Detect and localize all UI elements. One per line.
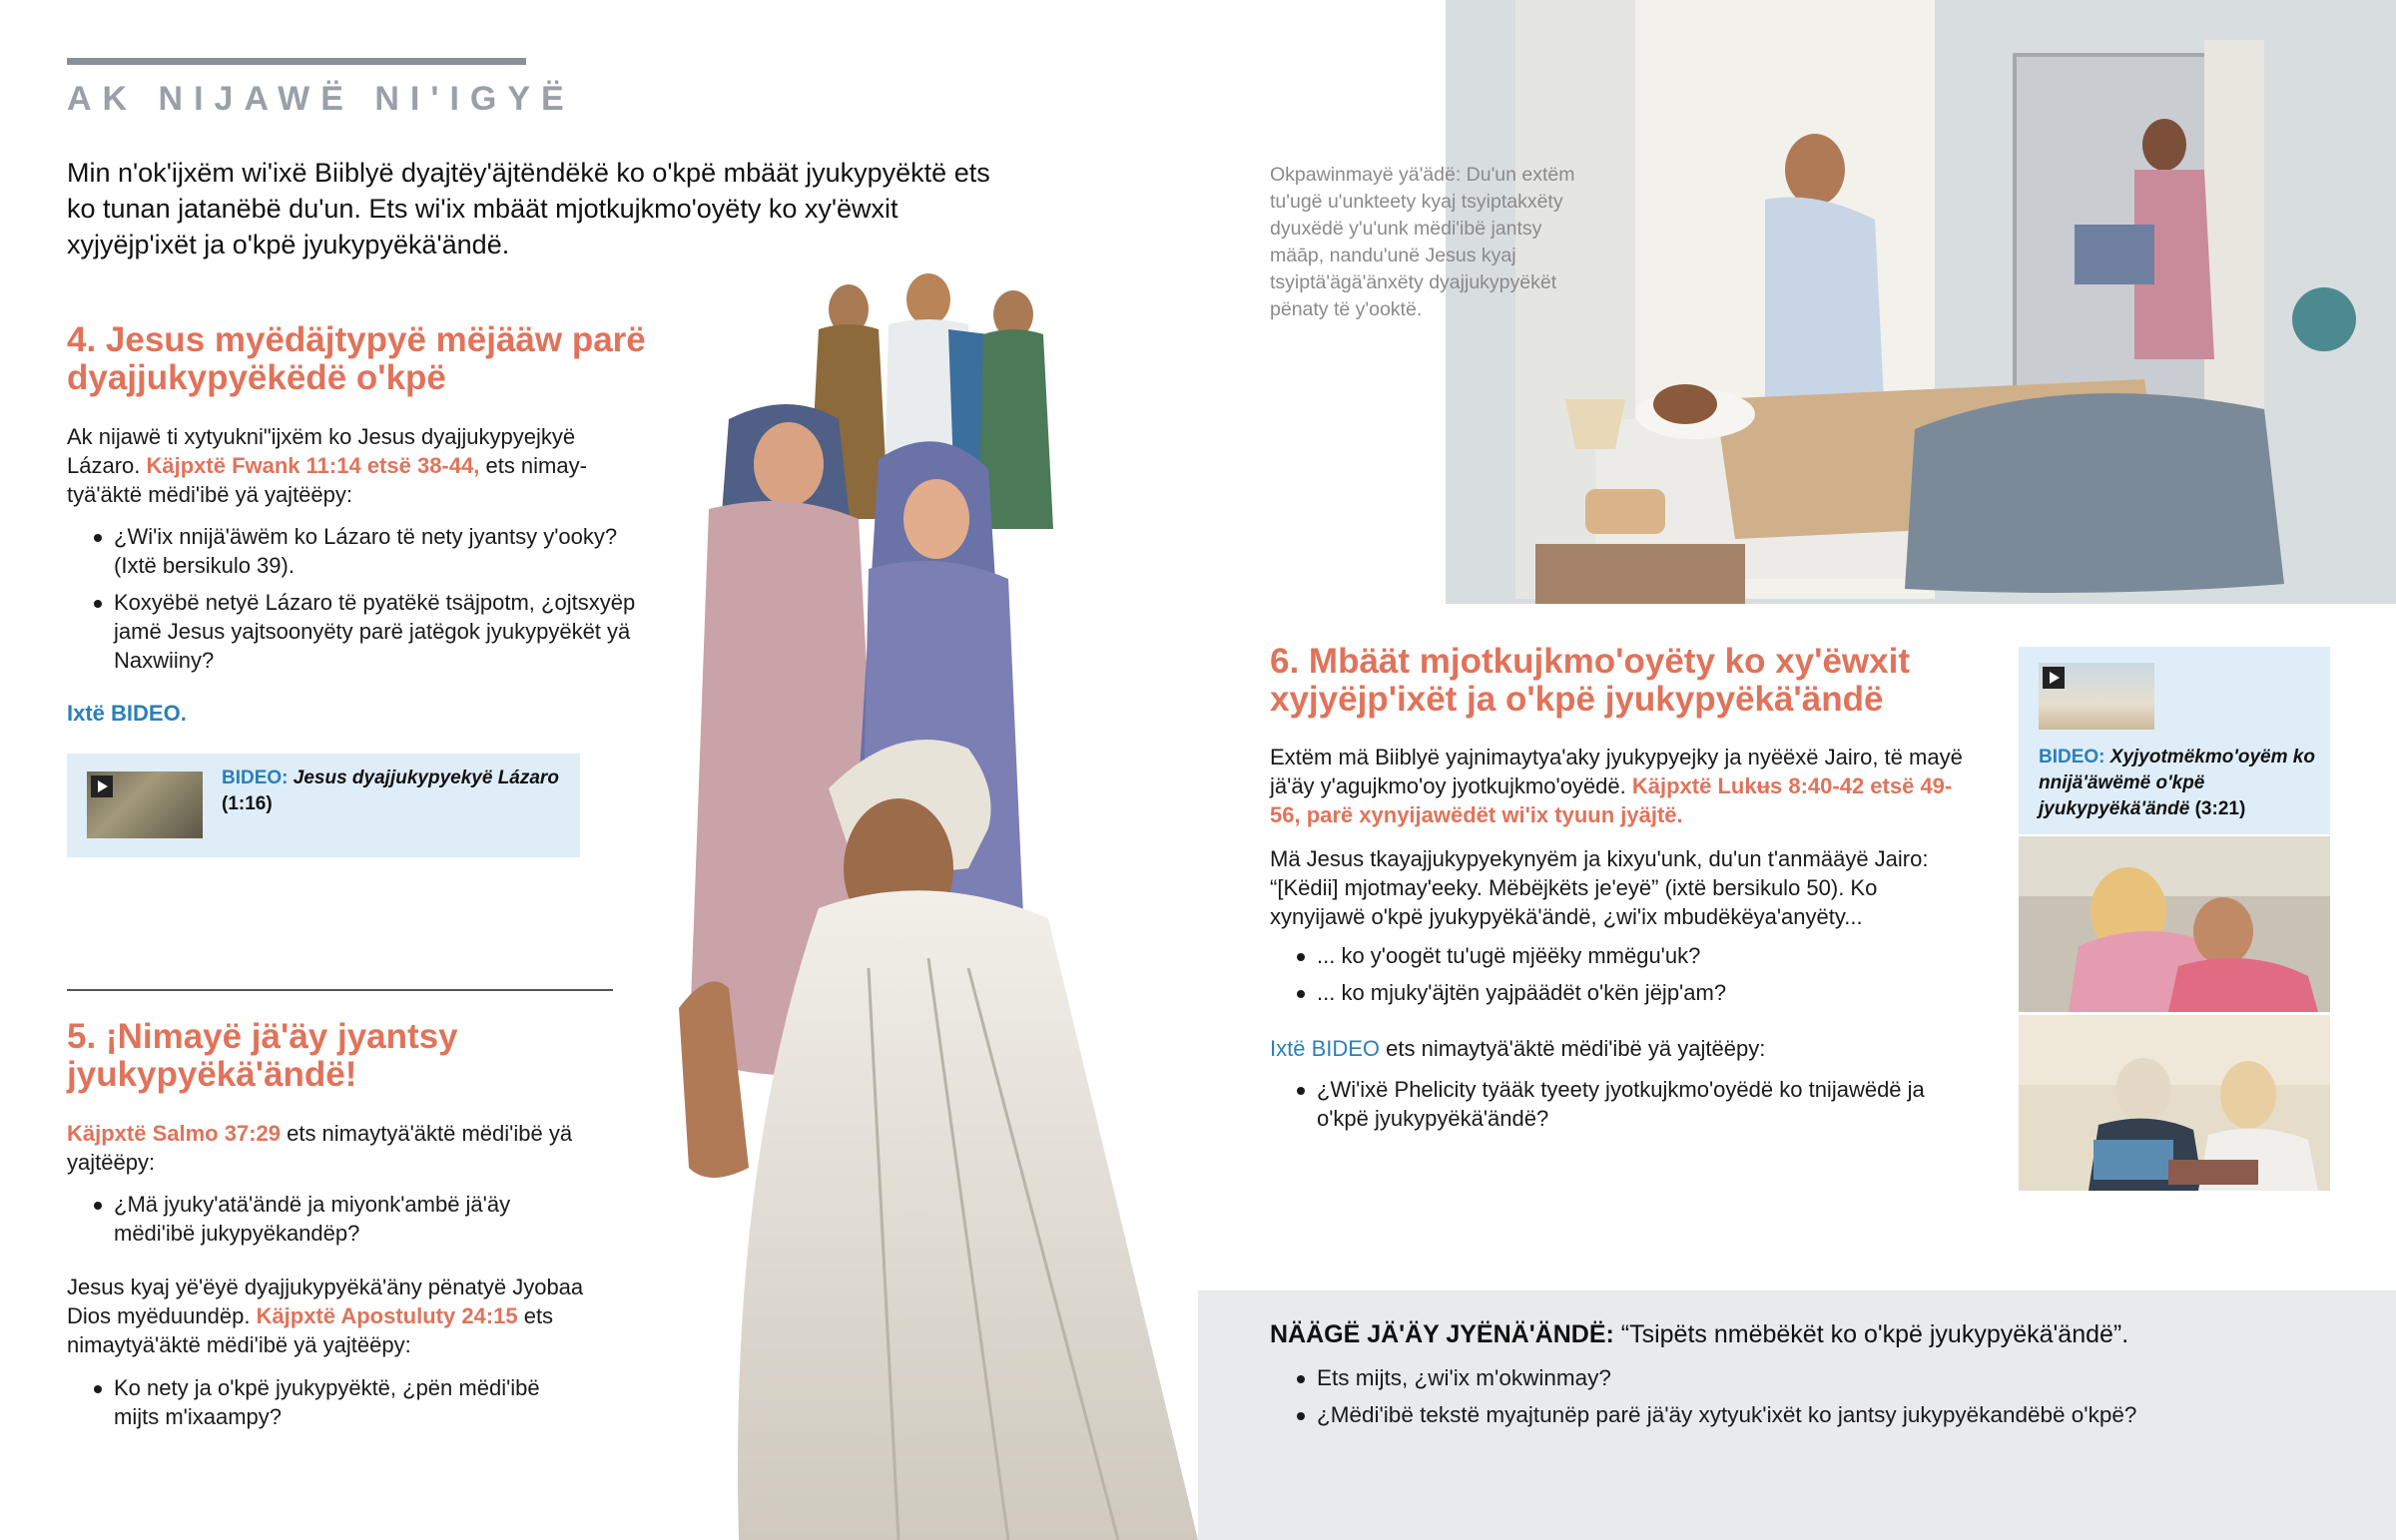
scripture-reference-link[interactable]: Käjpxtë Lukʉs 8:40-42 etsë 49-56, parë xynyijawëdët wi'ix tyuun jyäjtë.	[1270, 773, 1953, 827]
section-6-body-1-text: Extëm mä Biiblyë yajnimaytya'aky jyukypyejky ja nyëëxë Jairo, të mayë jä'äy y'agujkmo'oy jyotkujkmo'oyëdë.	[1270, 745, 1963, 798]
play-icon[interactable]	[2043, 667, 2065, 689]
section-6-watch	[1270, 1034, 1969, 1063]
video-thumbnail[interactable]	[87, 771, 203, 838]
video-title: Xyjyotmëkmo'oyëm ko nnijä'äwëmë o'kpë jyukypyëkä'ändë	[2039, 747, 2315, 819]
video-card[interactable]	[2019, 647, 2330, 834]
section-6-title: 6. Mbäät mjotkujkmo'oyëty ko xy'ëwxit xyjyëjp'ixët ja o'kpë jyukypyëkä'ändë	[1270, 642, 1911, 719]
top-rule	[67, 58, 526, 65]
section-4-questions	[67, 522, 666, 683]
section-kicker: AK NIJAWË NI'IGYË	[67, 80, 575, 118]
section-5-body-2-text: Jesus kyaj yë'ëyë dyajjukypyëkä'äny pënatyë Jyobaa Dios myëduundëp.	[67, 1275, 584, 1328]
video-label: BIDEO:	[2039, 747, 2105, 768]
watch-video-link[interactable]	[67, 699, 187, 728]
video-label: BIDEO:	[222, 768, 289, 788]
section-6-questions-1	[1270, 941, 1969, 1015]
question-item: ¿Wi'ix nnijä'äwëm ko Lázaro të nety jyantsy y'ooky? (Ixtë bersikulo 39).	[67, 522, 666, 580]
discussion-label: NÄÄGË JÄ'ÄY JYËNÄ'ÄNDË:	[1270, 1320, 1614, 1348]
question-item: ¿Mëdi'ibë tekstë myajtunëp parë jä'äy xytyuk'ixët ko jantsy jukypyëkandëbë o'kpë?	[1270, 1400, 2308, 1429]
question-item: Ets mijts, ¿wi'ix m'okwinmay?	[1270, 1363, 2308, 1392]
play-icon[interactable]	[91, 775, 113, 797]
section-4-body-text-end: ets nimay-tyä'äktë mëdi'ibë yä yajtëëpy:	[67, 453, 587, 507]
video-duration: (1:16)	[222, 793, 273, 814]
section-5-questions-2	[67, 1373, 586, 1439]
lazarus-illustration	[669, 269, 1198, 1540]
section-4-body-text: Ak nijawë ti xytyukni"ijxëm ko Jesus dyajjukypyejkyë Lázaro.	[67, 424, 576, 478]
question-item: ... ko y'oogët tu'ugë mjëëky mmëgu'uk?	[1270, 941, 1969, 970]
section-4-body	[67, 422, 626, 509]
video-caption	[2039, 745, 2318, 822]
section-6-body-1	[1270, 743, 1969, 829]
watch-video-link[interactable]: Ixtë BIDEO	[1270, 1036, 1381, 1061]
section-6-body-2: Mä Jesus tkayajjukypyekynyëm ja kixyu'unk, du'un t'anmääyë Jairo: “[Këdii] mjotmay'eeky. Mëbëjkëts je'eyë” (ixtë bersikulo 50). Ko xynyijawë o'kpë jyukypyëkä'ändë, ¿wi'ix mbudëkëya'anyëty...	[1270, 846, 1929, 929]
discussion-prompt	[1270, 1317, 2128, 1351]
section-divider	[67, 989, 613, 991]
discussion-quote: “Tsipëts nmëbëkët ko o'kpë jyukypyëkä'ändë”.	[1613, 1320, 2129, 1348]
question-item: Ko nety ja o'kpë jyukypyëktë, ¿pën mëdi'ibë mijts m'ixaampy?	[67, 1373, 586, 1431]
intro-paragraph: Min n'ok'ijxëm wi'ixë Biiblyë dyajtëy'äjtëndëkë ko o'kpë mbäät jyukypyëktë ets ko tunan jatanëbë du'un. Ets wi'ix mbäät mjotkujkmo'oyëty ko xy'ëwxit xyjyëjp'ixët ja o'kpë jyukypyëkä'ändë.	[67, 158, 990, 259]
section-5-body-2	[67, 1273, 606, 1359]
section-5-body-1-text: ets nimaytyä'äktë mëdi'ibë yä yajtëëpy:	[67, 1121, 573, 1175]
video-duration: (3:21)	[2194, 798, 2246, 819]
video-title: Jesus dyajjukypyekyë Lázaro	[293, 768, 559, 788]
question-item: ¿Mä jyuky'atä'ändë ja miyonk'ambë jä'äy mëdi'ibë jukypyëkandëp?	[67, 1190, 566, 1248]
section-4-title: 4. Jesus myëdäjtypyë mëjääw parë dyajjukypyëkëdë o'kpë	[67, 320, 646, 397]
section-6-watch-text: ets nimaytyä'äktë mëdi'ibë yä yajtëëpy:	[1380, 1036, 1766, 1061]
section-5-body-1	[67, 1119, 586, 1177]
question-item: ¿Wi'ixë Phelicity tyääk tyeety jyotkujkmo'oyëdë ko tnijawëdë ja o'kpë jyukypyëkä'ändë?	[1270, 1075, 1969, 1133]
discussion-questions	[1270, 1363, 2308, 1437]
video-caption	[222, 766, 566, 817]
scripture-reference-link[interactable]: Käjpxtë Apostuluty 24:15	[256, 1303, 518, 1328]
video-thumbnail[interactable]	[2039, 663, 2154, 730]
video-card[interactable]	[67, 754, 580, 857]
scripture-reference-link[interactable]: Käjpxtë Fwank 11:14 etsë 38-44,	[146, 453, 480, 478]
section-6-questions-2	[1270, 1075, 1969, 1141]
question-item: Koxyëbë netyë Lázaro të pyatëkë tsäjpotm, ¿ojtsxyëp jamë Jesus yajtsoonyëty parë jatëgok jyukypyëkët yä Naxwiiny?	[67, 588, 666, 675]
section-5-body-2-text-end: ets nimaytyä'äktë mëdi'ibë yä yajtëëpy:	[67, 1303, 554, 1357]
section-5-questions-1	[67, 1190, 566, 1256]
study-photo	[2019, 1015, 2330, 1191]
question-item: ... ko mjuky'äjtën yajpäädët o'kën jëjp'am?	[1270, 978, 1969, 1007]
section-5-title: 5. ¡Nimayë jä'äy jyantsy jyukypyëkä'ändë!	[67, 1017, 458, 1094]
illustration-caption: Okpawinmayë yä'ädë: Du'un extëm tu'ugë u'unkteety kyaj tsyiptakxëty dyuxëdë y'u'unk mëdi'ibë jantsy mäāp, nandu'unë Jesus kyaj tsyiptä'ägä'änxëty dyajjukypyëkët pënaty të y'ooktë.	[1270, 164, 1575, 320]
hug-photo	[2019, 836, 2330, 1012]
watch-video-link-text[interactable]: Ixtë BIDEO.	[67, 701, 187, 726]
scripture-reference-link[interactable]: Käjpxtë Salmo 37:29	[67, 1121, 281, 1146]
